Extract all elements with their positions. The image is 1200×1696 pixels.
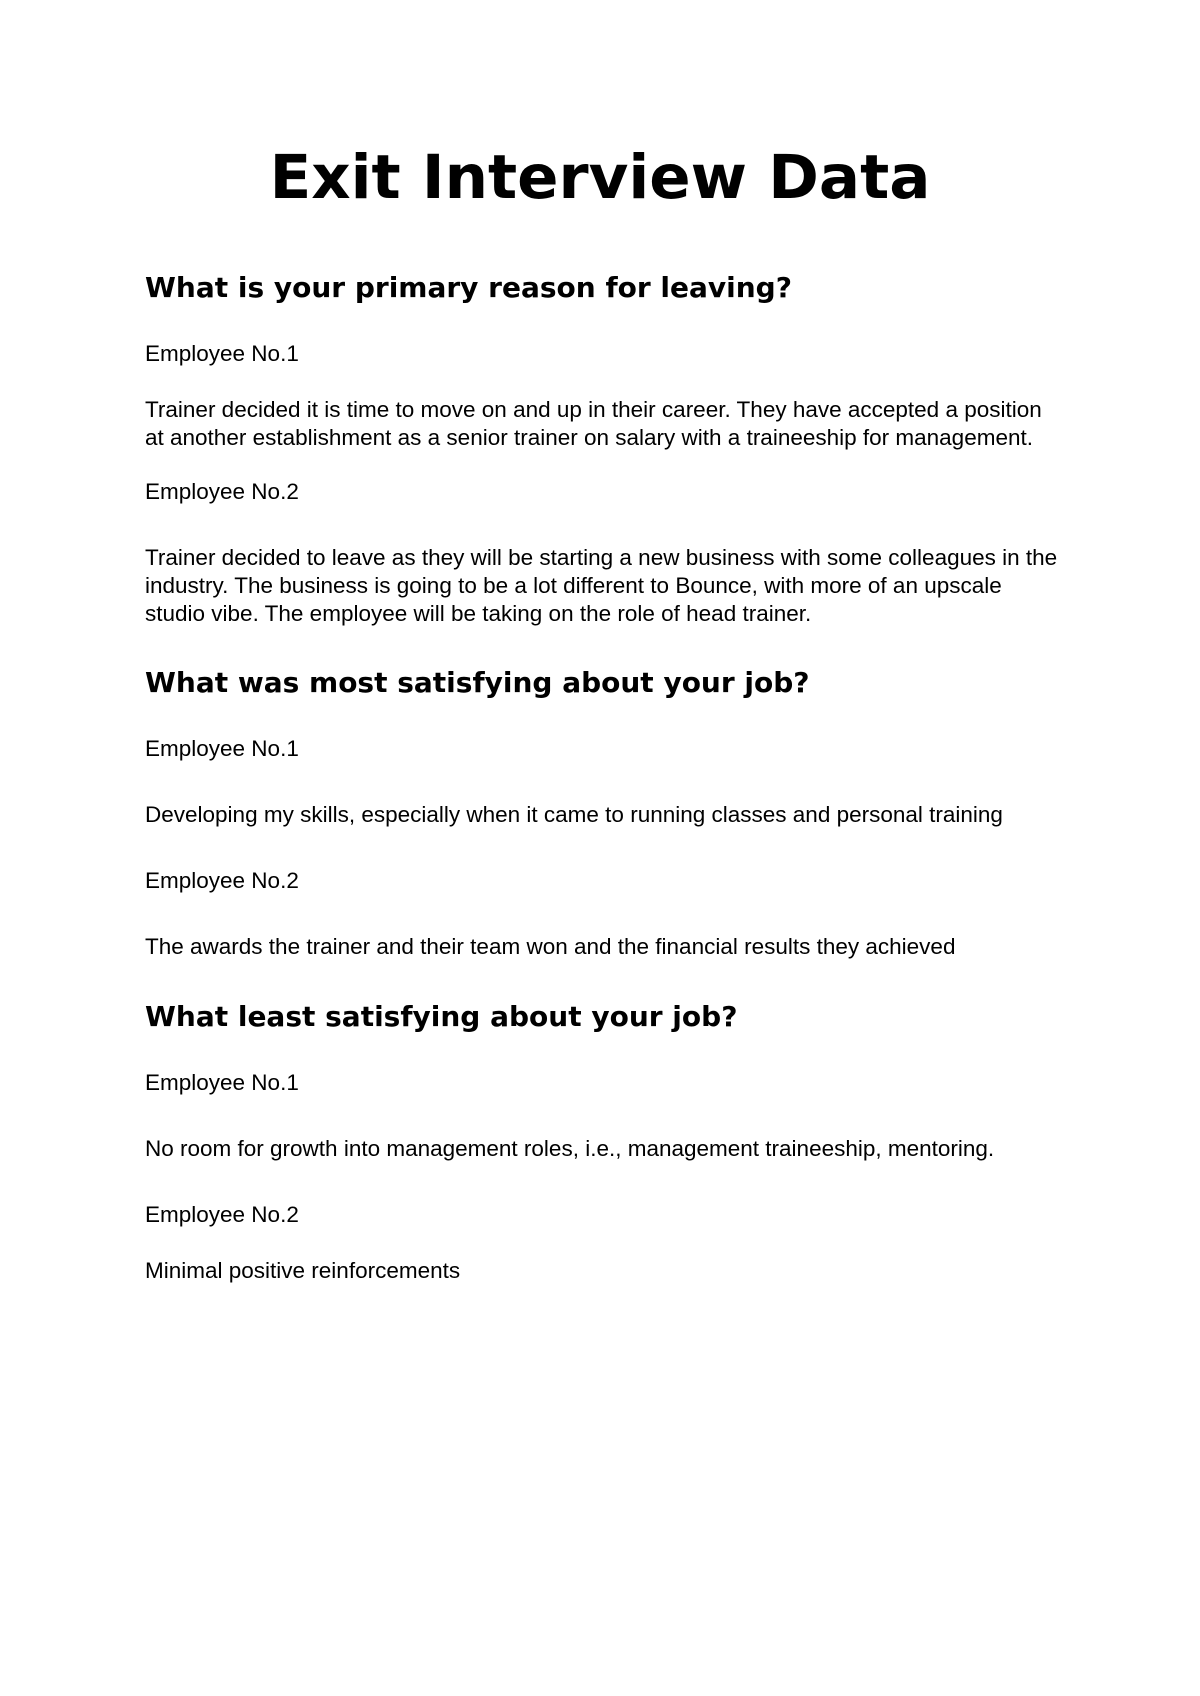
employee-label: Employee No.1 — [145, 736, 299, 761]
employee-answer: Developing my skills, especially when it came to running classes and personal training — [145, 802, 1003, 827]
employee-label: Employee No.2 — [145, 479, 299, 504]
section-primary-reason — [145, 270, 1065, 628]
employee-answer: No room for growth into management roles, i.e., management traineeship, mentoring. — [145, 1136, 995, 1161]
employee-label: Employee No.2 — [145, 868, 299, 893]
employee-answer: Trainer decided to leave as they will be starting a new business with some colleagues in the industry. The business is going to be a lot different to Bounce, with more of an upscale studio vibe. The employee will be taking on the role of head trainer. — [145, 545, 1058, 626]
employee-label: Employee No.1 — [145, 1070, 299, 1095]
question-heading: What was most satisfying about your job? — [145, 666, 810, 699]
question-heading: What least satisfying about your job? — [145, 1000, 738, 1033]
document-body — [145, 270, 1065, 1285]
section-most-satisfying — [145, 665, 1065, 961]
employee-label: Employee No.1 — [145, 341, 299, 366]
employee-answer: The awards the trainer and their team won and the financial results they achieved — [145, 934, 956, 959]
question-heading: What is your primary reason for leaving? — [145, 271, 792, 304]
section-least-satisfying — [145, 999, 1065, 1285]
document-title: Exit Interview Data — [269, 142, 931, 213]
employee-answer: Minimal positive reinforcements — [145, 1258, 461, 1283]
employee-label: Employee No.2 — [145, 1202, 299, 1227]
employee-answer: Trainer decided it is time to move on and up in their career. They have accepted a position at another establishment as a senior trainer on salary with a traineeship for management. — [145, 397, 1042, 450]
